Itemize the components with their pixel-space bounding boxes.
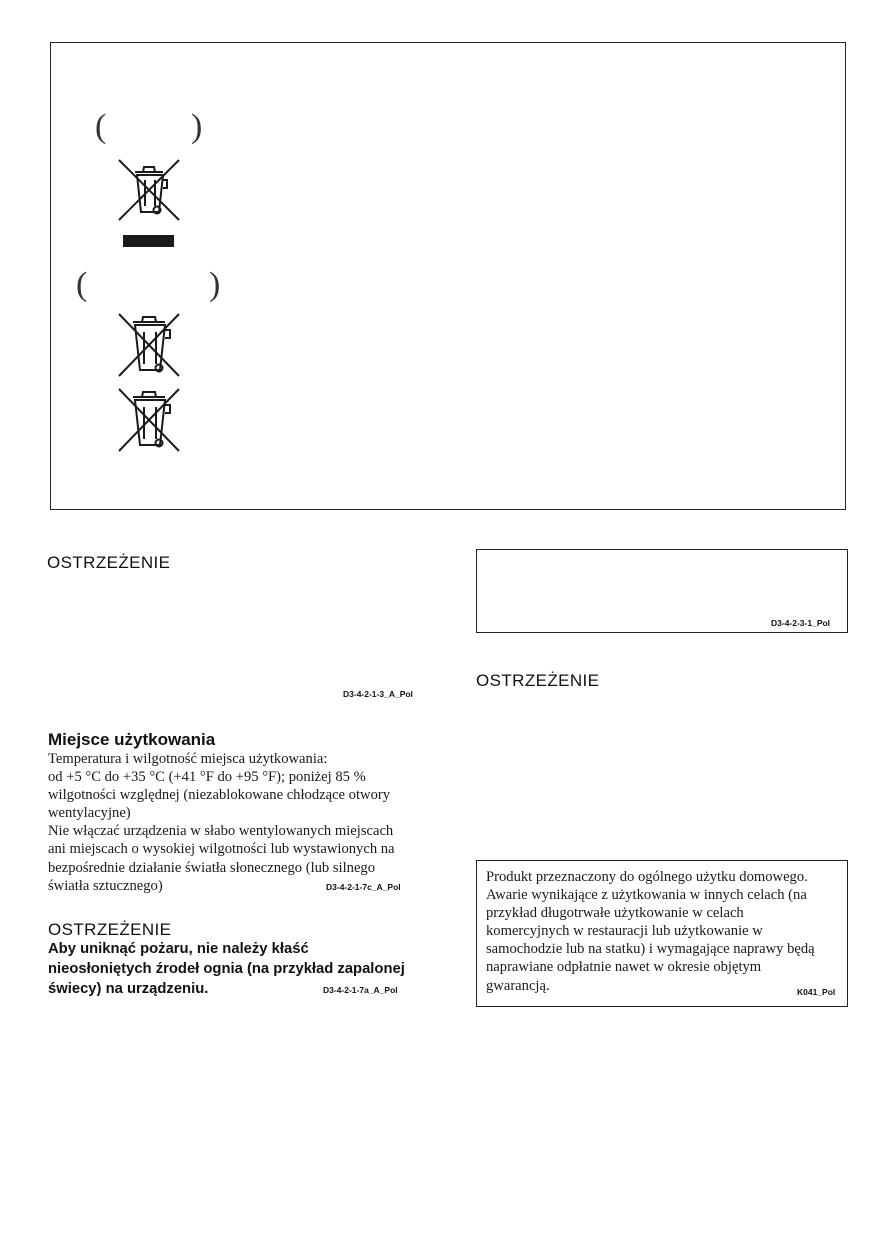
paren-open-1: ( [95,108,107,145]
doc-code-1: D3-4-2-1-3_A_Pol [343,689,413,699]
crossed-bin-icon [117,387,181,453]
warning-heading-3: OSTRZEŻENIE [476,671,600,690]
fire-warning-text: Aby uniknąć pożaru, nie należy kłaść nieosłoniętych źrodeł ognia (na przykład zapalonej świecy) na urządzeniu. [48,941,405,997]
warning-heading-2: OSTRZEŻENIE [48,920,172,939]
paren-close-1: ) [191,108,203,145]
warning-heading-1: OSTRZEŻENIE [47,553,171,572]
doc-code-2: D3-4-2-1-7c_A_Pol [326,882,401,892]
bin-underline-bar [123,235,174,247]
usage-text: Temperatura i wilgotność miejsca użytkowania: od +5 °C do +35 °C (+41 °F do +95 °F); poniżej 85 % wilgotności względnej (niezablokowane chłodzące otwory wentylacyjne) Nie włączać urządzenia w słabo wentylowanych miejscach ani miejscach o wysokiej wilgotności lub wystawionych na bezpośrednie działanie światła słonecznego (lub silnego światła sztucznego) [48,751,395,894]
paren-open-2: ( [76,266,88,303]
domestic-use-text: Produkt przeznaczony do ogólnego użytku domowego. Awarie wynikające z użytkowania w innych celach (na przykład długotrwałe użytkowanie w celach komercyjnych w restauracji lub użytkowanie w samochodzie lub na statku) i wymagające naprawy będą naprawiane odpłatnie nawet w okresie objętym gwarancją. [486,869,815,994]
crossed-bin-icon [117,158,181,222]
paren-close-2: ) [209,266,221,303]
usage-heading: Miejsce użytkowania [48,730,216,749]
doc-code-4: D3-4-2-3-1_Pol [771,618,831,628]
crossed-bin-icon [117,312,181,378]
doc-code-3: D3-4-2-1-7a_A_Pol [323,985,398,995]
doc-code-5: K041_Pol [797,987,836,997]
